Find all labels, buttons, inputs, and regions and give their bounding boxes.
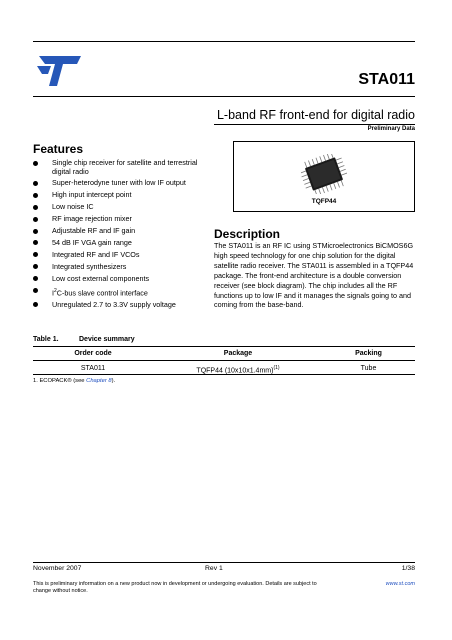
- features-list: [33, 159, 213, 313]
- feature-item: Integrated synthesizers: [33, 263, 213, 272]
- bullet-icon: [33, 288, 38, 293]
- feature-item: 54 dB IF VGA gain range: [33, 239, 213, 248]
- bullet-icon: [33, 205, 38, 210]
- part-number: STA011: [358, 71, 415, 88]
- table-cell-package: TQFP44 $(10x10x1.4mm)^{(1)}$: [196, 365, 280, 375]
- bullet-icon: [33, 264, 38, 269]
- bullet-icon: [33, 193, 38, 198]
- feature-item: Integrated RF and IF VCOs: [33, 251, 213, 260]
- feature-item: Low cost external components: [33, 275, 213, 284]
- chapter-8-link[interactable]: Chapter 8: [86, 378, 112, 384]
- description-heading: Description: [214, 227, 281, 241]
- footer-rule: [33, 562, 415, 563]
- feature-item: Super-heterodyne tuner with low IF output: [33, 179, 213, 188]
- package-label: TQFP44: [311, 198, 337, 205]
- table-cell-packing: Tube: [360, 365, 377, 372]
- bullet-icon: [33, 161, 38, 166]
- feature-item: Single chip receiver for satellite and terrestrial digital radio: [33, 159, 213, 176]
- footer-date: November 2007: [33, 565, 82, 572]
- feature-item: High input intercept point: [33, 191, 213, 200]
- footer-disclaimer: This is preliminary information on a new product now in development or undergoing evaluation. Details are subject to change without notice.: [33, 581, 317, 594]
- footer-revision: Rev 1: [205, 565, 223, 572]
- table-bottom-rule: [33, 374, 415, 375]
- table-footnote: 1. ECOPACK® (see Chapter 8).: [33, 378, 116, 384]
- bullet-icon: [33, 229, 38, 234]
- title-rule: [33, 96, 415, 97]
- bullet-icon: [33, 217, 38, 222]
- bullet-icon: [33, 276, 38, 281]
- table-top-rule: [33, 346, 415, 347]
- footer-page-number: 1/38: [401, 565, 415, 572]
- st-logo: [33, 54, 83, 88]
- feature-item: $I^2C$-bus slave control interface: [33, 287, 213, 298]
- bullet-icon: [33, 302, 38, 307]
- bullet-icon: [33, 252, 38, 257]
- table-header-order-code: Order code: [74, 350, 112, 357]
- table-header-packing: Packing: [355, 350, 382, 357]
- feature-item: Adjustable RF and IF gain: [33, 227, 213, 236]
- description-text: The STA011 is an RF IC using STMicroelectronics BiCMOS6G high speed technology for one chip solution for the digital satellite radio receiver. The STA011 is assembled in a TQFP44 package. The front-end architecture is a double conversion receiver (see block diagram). The chip includes all the RF functions up to low IF and it manages the signals going to and coming from the base-band.: [214, 241, 414, 310]
- feature-item: RF image rejection mixer: [33, 215, 213, 224]
- top-rule: [33, 41, 415, 42]
- table-caption: Table 1. Device summary: [33, 336, 135, 343]
- bullet-icon: [33, 181, 38, 186]
- table-header-package: Package: [223, 350, 253, 357]
- subtitle-rule: [214, 124, 415, 125]
- feature-item: Low noise IC: [33, 203, 213, 212]
- chip-package-icon: [301, 154, 347, 194]
- document-subtitle: L-band RF front-end for digital radio: [216, 108, 415, 122]
- feature-item: Unregulated 2.7 to 3.3V supply voltage: [33, 301, 213, 310]
- table-cell-order-code: STA011: [80, 365, 106, 372]
- footer-website-link[interactable]: www.st.com: [385, 581, 415, 587]
- bullet-icon: [33, 240, 38, 245]
- table-header-rule: [33, 360, 415, 361]
- features-heading: Features: [33, 142, 84, 156]
- status-label: Preliminary Data: [367, 126, 415, 132]
